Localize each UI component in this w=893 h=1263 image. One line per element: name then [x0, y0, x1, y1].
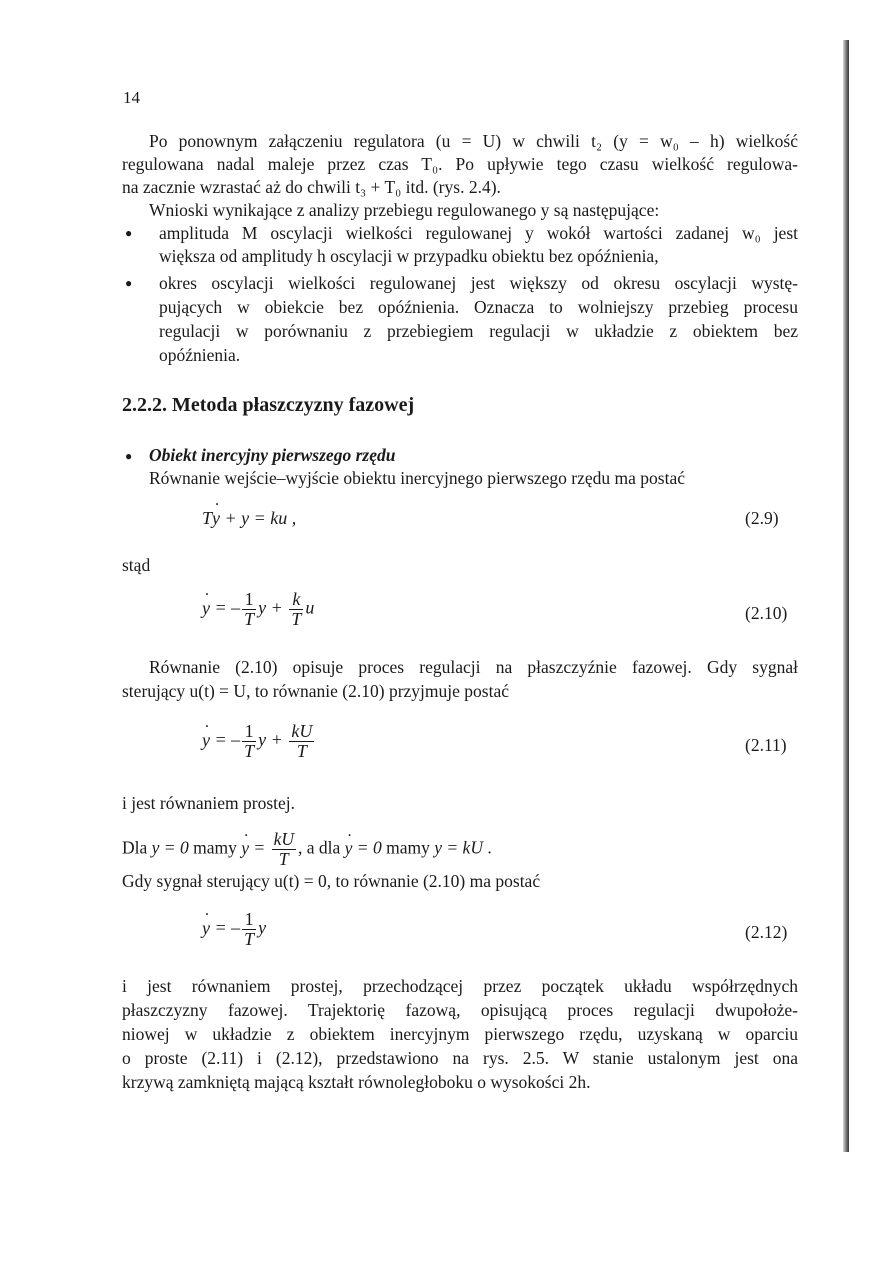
equation-number: (2.12) [745, 922, 788, 942]
text-line: sterujący u(t) = U, to równanie (2.10) przyjmuje postać [122, 681, 509, 701]
scan-edge-shadow [843, 40, 849, 1152]
section-heading: 2.2.2. Metoda płaszczyzny fazowej [122, 394, 415, 416]
list-item-line: większa od amplitudy h oscylacji w przypadku obiektu bez opóźnienia, [159, 246, 659, 266]
text-line: Równanie wejście–wyjście obiektu inercyjnego pierwszego rzędu ma postać [149, 468, 685, 488]
list-item-line: pujących w obiekcie bez opóźnienia. Oznacza to wolniejszy przebieg procesu [159, 297, 798, 317]
equation-2-9: T˙ y + y = ku , [202, 508, 296, 529]
equation-2-10: ˙ y = – $\frac{1}{T}$ y + $\frac{k}{T}$ u [202, 590, 314, 629]
text-line: na zacznie wzrastać aż do chwili t₃ + T₀ itd. (rys. 2.4). [122, 177, 501, 197]
text-line: Równanie (2.10) opisuje proces regulacji na płaszczyźnie fazowej. Gdy sygnał [149, 657, 798, 677]
subheading: Obiekt inercyjny pierwszego rzędu [149, 445, 396, 465]
text-line: krzywą zamkniętą mającą kształt równoległoboku o wysokości 2h. [122, 1072, 591, 1092]
text-line: płaszczyzny fazowej. Trajektorię fazową, opisującą proces regulacji dwupołoże- [122, 1000, 798, 1020]
list-item-line: opóźnienia. [159, 345, 241, 365]
equation-2-12: ˙ y = – $\frac{1}{T}$ y [202, 910, 266, 949]
text-line: niowej w układzie z obiektem inercyjnym pierwszego rzędu, uzyskaną w oparciu [122, 1024, 798, 1044]
text-line: Po ponownym załączeniu regulatora (u = U) w chwili t₂ (y = w₀ – h) wielkość [149, 131, 798, 151]
list-item-line: regulacji w porównaniu z przebiegiem regulacji w układzie z obiektem bez [159, 321, 798, 341]
bullet-icon: ● [125, 449, 133, 463]
equation-number: (2.11) [745, 735, 787, 755]
text-line: i jest równaniem prostej. [122, 793, 296, 813]
text-line: regulowana nadal maleje przez czas T₀. Po upływie tego czasu wielkość regulowa- [122, 154, 798, 174]
text-line: i jest równaniem prostej, przechodzącej przez początek układu współrzędnych [122, 976, 798, 996]
text-line: stąd [122, 555, 151, 575]
equation-number: (2.9) [745, 508, 779, 528]
equation-number: (2.10) [745, 603, 788, 623]
text-line-dla: Dla y = 0 mamy ˙ y = $\frac{kU}{T}$ , a dla ˙ y = 0 mamy y = kU . [122, 830, 798, 869]
text-line: Gdy sygnał sterujący u(t) = 0, to równanie (2.10) ma postać [122, 871, 541, 891]
equation-2-11: ˙ y = – $\frac{1}{T}$ y + $\frac{kU}{T}$ [202, 722, 316, 761]
page-number: 14 [123, 88, 140, 107]
list-item-line: okres oscylacji wielkości regulowanej jest większy od okresu oscylacji wystę- [159, 273, 798, 293]
bullet-icon: ● [125, 226, 133, 240]
text-line: Wnioski wynikające z analizy przebiegu regulowanego y są następujące: [149, 200, 660, 220]
list-item-line: amplituda M oscylacji wielkości regulowanej y wokół wartości zadanej w₀ jest [159, 223, 798, 243]
text-line: o proste (2.11) i (2.12), przedstawiono na rys. 2.5. W stanie ustalonym jest ona [122, 1048, 798, 1068]
bullet-icon: ● [125, 276, 133, 290]
